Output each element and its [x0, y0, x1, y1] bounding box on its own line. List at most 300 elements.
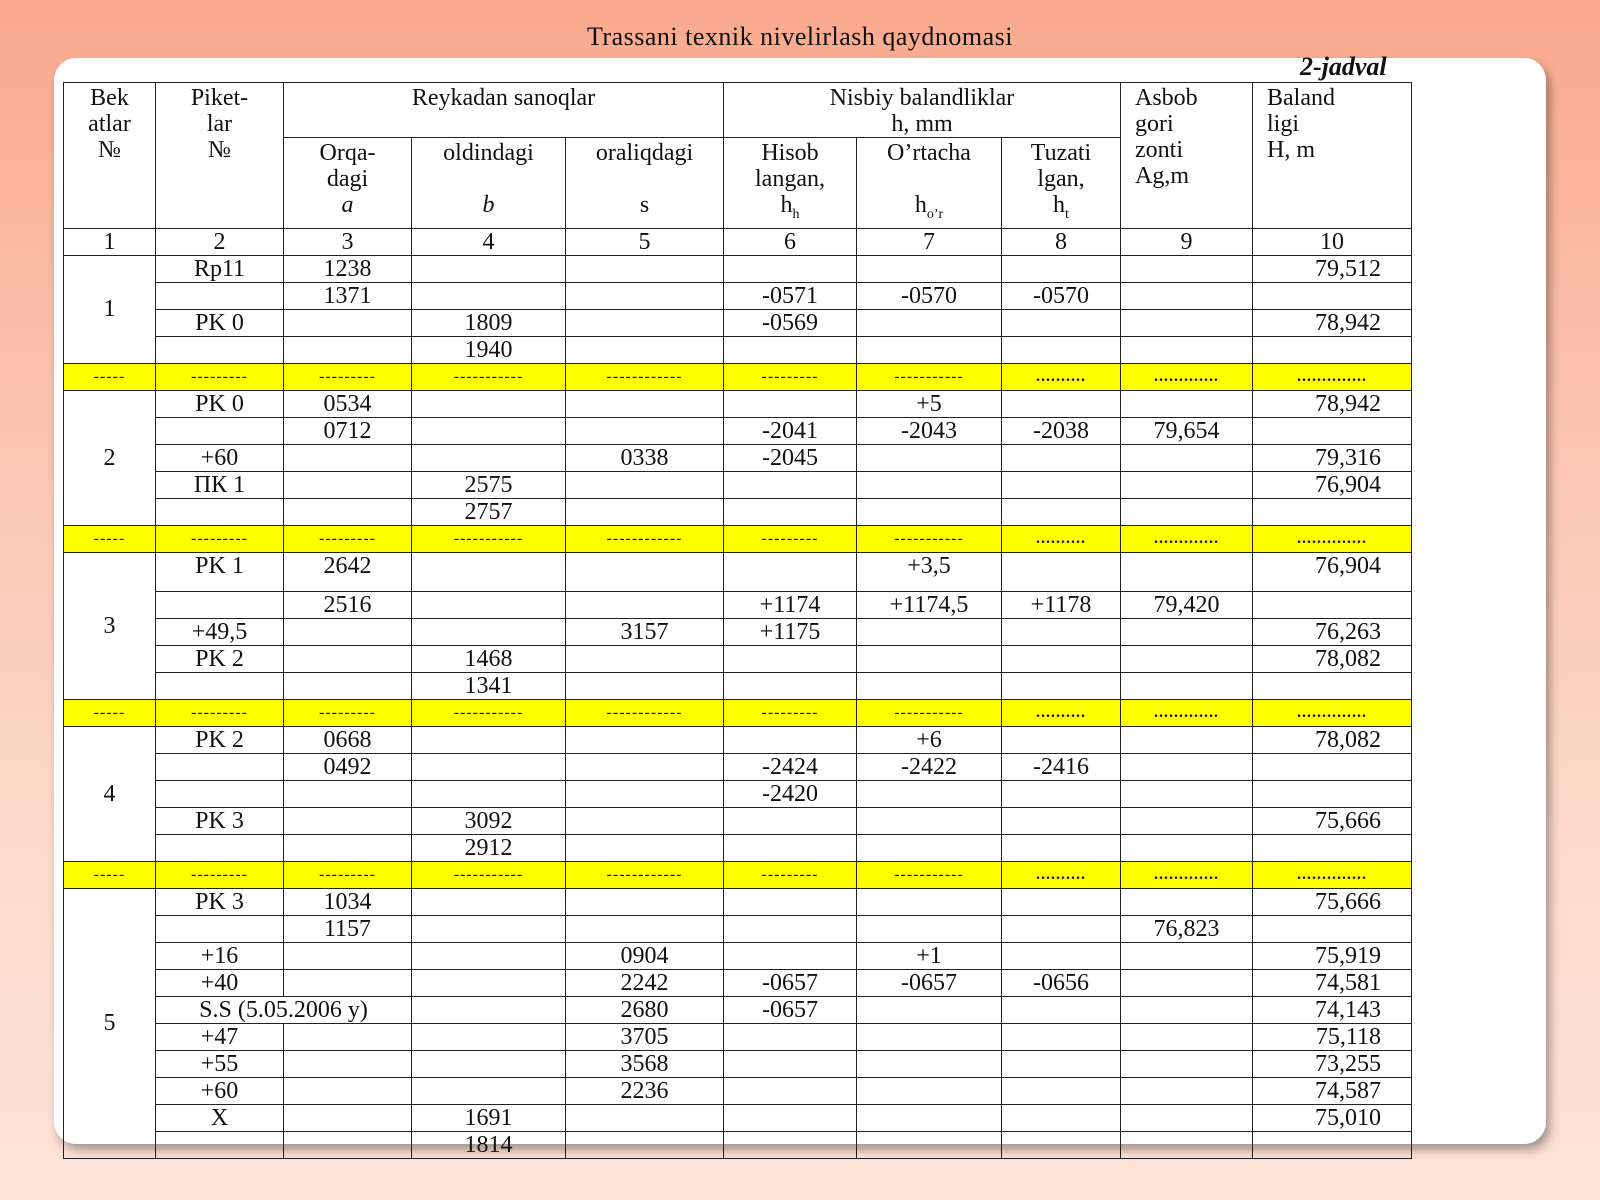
separator-cell: ----------- [857, 699, 1002, 726]
station-number: 2 [64, 390, 156, 525]
value-cell [857, 645, 1002, 672]
value-cell [1002, 498, 1121, 525]
table-row [64, 282, 1412, 309]
elevation-cell [1253, 417, 1412, 444]
value-cell: 1238 [284, 255, 412, 282]
value-cell [284, 1077, 412, 1104]
separator-cell: ----- [64, 861, 156, 888]
value-cell: 0668 [284, 726, 412, 753]
value-cell [857, 1131, 1002, 1158]
value-cell [566, 471, 724, 498]
elevation-cell: 75,919 [1253, 942, 1412, 969]
value-cell: -2416 [1002, 753, 1121, 780]
picket-cell [156, 780, 284, 807]
value-cell [412, 1077, 566, 1104]
value-cell [566, 255, 724, 282]
value-cell [412, 780, 566, 807]
value-cell: 76,823 [1121, 915, 1253, 942]
picket-cell [156, 1131, 284, 1158]
value-cell: 2242 [566, 969, 724, 996]
value-cell: -0571 [724, 282, 857, 309]
separator-cell: --------- [724, 363, 857, 390]
value-cell [724, 915, 857, 942]
table-row [64, 1023, 1412, 1050]
value-cell: 2516 [284, 591, 412, 618]
picket-cell [156, 834, 284, 861]
picket-cell [156, 417, 284, 444]
value-cell: 1809 [412, 309, 566, 336]
value-cell [857, 807, 1002, 834]
value-cell [284, 471, 412, 498]
elevation-cell [1253, 834, 1412, 861]
value-cell [1002, 471, 1121, 498]
picket-cell: +16 [156, 942, 284, 969]
separator-cell: --------- [724, 699, 857, 726]
elevation-cell: 78,082 [1253, 645, 1412, 672]
value-cell [412, 1050, 566, 1077]
value-cell [284, 498, 412, 525]
value-cell: 2680 [566, 996, 724, 1023]
elevation-cell: 76,904 [1253, 471, 1412, 498]
table-row [64, 552, 1412, 591]
page-title: Trassani texnik nivelirlash qaydnomasi [586, 22, 1014, 51]
value-cell [1121, 888, 1253, 915]
picket-cell [156, 753, 284, 780]
value-cell: -2038 [1002, 417, 1121, 444]
elevation-cell [1253, 282, 1412, 309]
value-cell [1121, 672, 1253, 699]
elevation-cell [1253, 591, 1412, 618]
separator-cell: ------------ [566, 363, 724, 390]
value-cell [1002, 444, 1121, 471]
value-cell [1121, 444, 1253, 471]
value-cell [412, 255, 566, 282]
table-row [64, 807, 1412, 834]
value-cell [1002, 888, 1121, 915]
value-cell [1121, 390, 1253, 417]
value-cell: +1174 [724, 591, 857, 618]
col-number: 2 [156, 228, 284, 255]
separator-cell: .......... [1002, 525, 1121, 552]
value-cell [412, 969, 566, 996]
table-row [64, 753, 1412, 780]
table-row [64, 645, 1412, 672]
value-cell [566, 591, 724, 618]
value-cell: -2043 [857, 417, 1002, 444]
elevation-cell: 75,118 [1253, 1023, 1412, 1050]
elevation-cell [1253, 1131, 1412, 1158]
separator-cell: ............. [1121, 861, 1253, 888]
picket-cell: +60 [156, 444, 284, 471]
separator-cell: --------- [156, 861, 284, 888]
value-cell [284, 336, 412, 363]
table-row [64, 834, 1412, 861]
value-cell: -0569 [724, 309, 857, 336]
separator-cell: --------- [724, 525, 857, 552]
picket-cell: PK 3 [156, 807, 284, 834]
value-cell [412, 417, 566, 444]
value-cell [1121, 1050, 1253, 1077]
separator-cell: --------- [284, 699, 412, 726]
value-cell [724, 888, 857, 915]
table-row [64, 780, 1412, 807]
picket-cell [156, 498, 284, 525]
value-cell [566, 1104, 724, 1131]
value-cell [1121, 753, 1253, 780]
value-cell: 2236 [566, 1077, 724, 1104]
separator-cell: .............. [1253, 699, 1412, 726]
table-row [64, 336, 1412, 363]
value-cell [1002, 942, 1121, 969]
value-cell [412, 915, 566, 942]
value-cell: 0338 [566, 444, 724, 471]
value-cell: -0570 [857, 282, 1002, 309]
picket-cell [156, 915, 284, 942]
value-cell [1121, 1077, 1253, 1104]
picket-cell: PK 2 [156, 645, 284, 672]
header-elevation: Baland ligi H, m [1253, 83, 1412, 229]
value-cell [284, 1023, 412, 1050]
elevation-cell: 74,143 [1253, 996, 1412, 1023]
value-cell [1002, 915, 1121, 942]
value-cell [566, 417, 724, 444]
table-row [64, 1104, 1412, 1131]
value-cell [566, 672, 724, 699]
value-cell [1121, 726, 1253, 753]
value-cell: -0657 [724, 969, 857, 996]
value-cell [1121, 618, 1253, 645]
value-cell [857, 996, 1002, 1023]
value-cell: 3157 [566, 618, 724, 645]
table-row [64, 498, 1412, 525]
value-cell: 0712 [284, 417, 412, 444]
value-cell [1002, 618, 1121, 645]
value-cell [566, 753, 724, 780]
value-cell [857, 471, 1002, 498]
value-cell [412, 942, 566, 969]
separator-cell: .............. [1253, 525, 1412, 552]
value-cell [724, 1077, 857, 1104]
value-cell [1002, 1050, 1121, 1077]
header-rod-readings: Reykadan sanoqlar [284, 83, 724, 138]
separator-cell: .............. [1253, 861, 1412, 888]
value-cell [284, 309, 412, 336]
elevation-cell: 75,666 [1253, 888, 1412, 915]
col-number: 1 [64, 228, 156, 255]
value-cell [1121, 309, 1253, 336]
table-row [64, 390, 1412, 417]
value-cell [1121, 1104, 1253, 1131]
value-cell [1002, 834, 1121, 861]
separator-cell: --------- [156, 699, 284, 726]
separator-cell: ----- [64, 699, 156, 726]
separator-cell: ------------ [566, 861, 724, 888]
picket-cell: PK 1 [156, 552, 284, 591]
value-cell [724, 471, 857, 498]
picket-cell: ПК 1 [156, 471, 284, 498]
value-cell [1121, 282, 1253, 309]
separator-cell: ----- [64, 525, 156, 552]
separator-cell: ............. [1121, 363, 1253, 390]
separator-cell: ----------- [412, 363, 566, 390]
value-cell [857, 834, 1002, 861]
value-cell [857, 915, 1002, 942]
separator-cell: ------------ [566, 699, 724, 726]
value-cell [1002, 552, 1121, 591]
value-cell [412, 591, 566, 618]
header-intermediate-reading: oraliqdagi s [566, 138, 724, 229]
value-cell [1121, 969, 1253, 996]
elevation-cell: 75,666 [1253, 807, 1412, 834]
value-cell [857, 618, 1002, 645]
separator-cell: .......... [1002, 861, 1121, 888]
elevation-cell [1253, 498, 1412, 525]
separator-cell: .......... [1002, 699, 1121, 726]
elevation-cell: 76,263 [1253, 618, 1412, 645]
value-cell [1121, 780, 1253, 807]
value-cell [724, 552, 857, 591]
header-instrument-horizon: Asbob gori zonti Ag,m [1121, 83, 1253, 229]
value-cell [1121, 471, 1253, 498]
picket-cell: PK 2 [156, 726, 284, 753]
value-cell [566, 552, 724, 591]
value-cell [857, 1104, 1002, 1131]
value-cell [724, 672, 857, 699]
separator-cell: --------- [284, 363, 412, 390]
table-row [64, 471, 1412, 498]
value-cell [724, 336, 857, 363]
station-number: 4 [64, 726, 156, 861]
value-cell [566, 915, 724, 942]
value-cell: 79,420 [1121, 591, 1253, 618]
value-cell [1002, 780, 1121, 807]
value-cell [724, 726, 857, 753]
value-cell [1002, 726, 1121, 753]
elevation-cell: 78,942 [1253, 390, 1412, 417]
value-cell [1002, 645, 1121, 672]
picket-cell: S.S (5.05.2006 y) [156, 996, 412, 1023]
value-cell [284, 1104, 412, 1131]
value-cell [1002, 672, 1121, 699]
picket-cell: PK 3 [156, 888, 284, 915]
value-cell [724, 807, 857, 834]
value-cell [1121, 1023, 1253, 1050]
separator-cell: ----------- [857, 861, 1002, 888]
value-cell: 2575 [412, 471, 566, 498]
separator-cell: ............. [1121, 525, 1253, 552]
table-row [64, 618, 1412, 645]
value-cell [284, 1050, 412, 1077]
value-cell [857, 1077, 1002, 1104]
value-cell [412, 888, 566, 915]
station-number: 5 [64, 888, 156, 1158]
table-row [64, 726, 1412, 753]
elevation-cell: 75,010 [1253, 1104, 1412, 1131]
value-cell [412, 618, 566, 645]
separator-cell: ............. [1121, 699, 1253, 726]
picket-cell [156, 336, 284, 363]
picket-cell: +49,5 [156, 618, 284, 645]
header-corrected: Tuzati lgan, $h_t$ [1002, 138, 1121, 229]
value-cell [1002, 255, 1121, 282]
table-row [64, 1131, 1412, 1158]
value-cell: 3092 [412, 807, 566, 834]
col-number: 3 [284, 228, 412, 255]
value-cell: -0657 [724, 996, 857, 1023]
col-number: 5 [566, 228, 724, 255]
elevation-cell [1253, 672, 1412, 699]
table-row [64, 1050, 1412, 1077]
value-cell: 2912 [412, 834, 566, 861]
value-cell [412, 996, 566, 1023]
value-cell [412, 444, 566, 471]
table-row [64, 309, 1412, 336]
table-row [64, 255, 1412, 282]
elevation-cell: 74,581 [1253, 969, 1412, 996]
value-cell [1002, 1023, 1121, 1050]
separator-cell: ----- [64, 363, 156, 390]
value-cell [284, 645, 412, 672]
value-cell [284, 444, 412, 471]
station-number: 3 [64, 552, 156, 699]
separator-cell: ----------- [857, 363, 1002, 390]
value-cell: 2757 [412, 498, 566, 525]
value-cell [1121, 552, 1253, 591]
value-cell [412, 1023, 566, 1050]
value-cell: 1468 [412, 645, 566, 672]
elevation-cell [1253, 753, 1412, 780]
value-cell [566, 498, 724, 525]
elevation-cell: 76,904 [1253, 552, 1412, 591]
value-cell: 3568 [566, 1050, 724, 1077]
table-row [64, 915, 1412, 942]
separator-cell: .......... [1002, 363, 1121, 390]
picket-cell [156, 591, 284, 618]
value-cell [857, 1050, 1002, 1077]
station-number: 1 [64, 255, 156, 363]
value-cell [566, 282, 724, 309]
value-cell [1121, 498, 1253, 525]
picket-cell: Rp11 [156, 255, 284, 282]
value-cell [566, 336, 724, 363]
table-row [64, 444, 1412, 471]
value-cell: 1814 [412, 1131, 566, 1158]
value-cell [724, 498, 857, 525]
value-cell: 2642 [284, 552, 412, 591]
value-cell [412, 282, 566, 309]
separator-cell: ----------- [412, 699, 566, 726]
value-cell [724, 390, 857, 417]
table-row [64, 417, 1412, 444]
header-benchmark: Bek atlar № [64, 83, 156, 229]
value-cell [1121, 996, 1253, 1023]
header-back-reading: Orqa- dagi a [284, 138, 412, 229]
value-cell [1121, 807, 1253, 834]
value-cell: +1178 [1002, 591, 1121, 618]
column-number-row [64, 228, 1412, 255]
picket-cell: +55 [156, 1050, 284, 1077]
table-body [64, 83, 1412, 1159]
table-row [64, 942, 1412, 969]
col-number: 9 [1121, 228, 1253, 255]
value-cell: 1341 [412, 672, 566, 699]
value-cell: -0570 [1002, 282, 1121, 309]
separator-row [64, 861, 1412, 888]
value-cell [284, 834, 412, 861]
header-average: O’rtacha $h_{o’r}$ [857, 138, 1002, 229]
picket-cell: +40 [156, 969, 284, 996]
value-cell [857, 309, 1002, 336]
picket-cell: X [156, 1104, 284, 1131]
value-cell [857, 780, 1002, 807]
value-cell: 0492 [284, 753, 412, 780]
value-cell [566, 390, 724, 417]
separator-row [64, 699, 1412, 726]
value-cell: 1034 [284, 888, 412, 915]
picket-cell: +47 [156, 1023, 284, 1050]
col-number: 6 [724, 228, 857, 255]
header-relative-heights: Nisbiy balandliklar h, mm [724, 83, 1121, 138]
separator-cell: ------------ [566, 525, 724, 552]
value-cell [412, 552, 566, 591]
header-front-reading: oldindagi b [412, 138, 566, 229]
value-cell: -2420 [724, 780, 857, 807]
elevation-cell: 78,942 [1253, 309, 1412, 336]
value-cell [566, 780, 724, 807]
value-cell: 0534 [284, 390, 412, 417]
col-number: 7 [857, 228, 1002, 255]
picket-cell: PK 0 [156, 390, 284, 417]
value-cell: 1157 [284, 915, 412, 942]
value-cell [566, 309, 724, 336]
table-row [64, 996, 1412, 1023]
separator-cell: --------- [156, 525, 284, 552]
separator-cell: --------- [284, 525, 412, 552]
value-cell: 1691 [412, 1104, 566, 1131]
value-cell: -2422 [857, 753, 1002, 780]
elevation-cell: 74,587 [1253, 1077, 1412, 1104]
separator-cell: --------- [724, 861, 857, 888]
separator-cell: .............. [1253, 363, 1412, 390]
value-cell [857, 672, 1002, 699]
value-cell [1002, 1104, 1121, 1131]
value-cell [724, 255, 857, 282]
table-row [64, 969, 1412, 996]
table-label: 2-jadval [1300, 52, 1387, 81]
col-number: 8 [1002, 228, 1121, 255]
value-cell: 1371 [284, 282, 412, 309]
table-row [64, 591, 1412, 618]
value-cell [1002, 336, 1121, 363]
value-cell [1121, 645, 1253, 672]
elevation-cell: 78,082 [1253, 726, 1412, 753]
value-cell [724, 1023, 857, 1050]
value-cell [857, 498, 1002, 525]
value-cell [724, 1050, 857, 1077]
value-cell [284, 969, 412, 996]
table-row [64, 672, 1412, 699]
col-number: 4 [412, 228, 566, 255]
elevation-cell: 79,512 [1253, 255, 1412, 282]
picket-cell: PK 0 [156, 309, 284, 336]
value-cell [284, 618, 412, 645]
separator-cell: ----------- [857, 525, 1002, 552]
value-cell: +1175 [724, 618, 857, 645]
value-cell [1121, 336, 1253, 363]
value-cell: -2424 [724, 753, 857, 780]
elevation-cell [1253, 336, 1412, 363]
value-cell [1121, 1131, 1253, 1158]
